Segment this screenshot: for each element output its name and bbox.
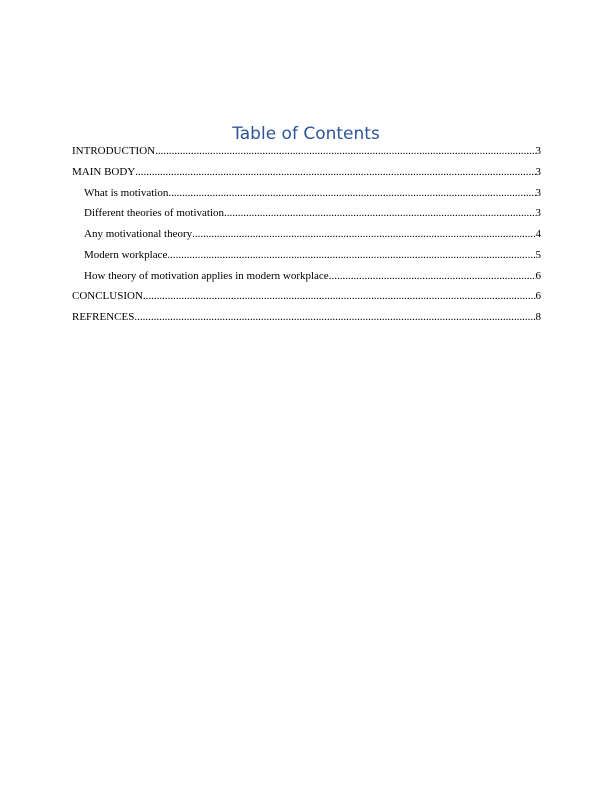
toc-page-number: 3: [535, 186, 541, 199]
toc-page-number: 6: [535, 290, 541, 303]
toc-entry-label: REFRENCES: [72, 311, 135, 323]
toc-dot-leader: [224, 207, 535, 219]
toc-title: Table of Contents: [232, 124, 380, 144]
toc-entry-any-motivational-theory[interactable]: [72, 228, 541, 249]
toc-page-number: 5: [535, 248, 541, 261]
toc-dot-leader: [192, 228, 535, 240]
toc-entry-what-is-motivation[interactable]: [72, 187, 541, 208]
toc-dot-leader: [167, 249, 535, 261]
toc-page-number: 8: [535, 311, 541, 323]
toc-entry-main-body[interactable]: [72, 166, 541, 187]
toc-entry-theory-applies[interactable]: [72, 270, 541, 291]
toc-page-number: 3: [535, 165, 541, 178]
toc-dot-leader: [329, 270, 536, 282]
toc-page-number: 3: [535, 145, 541, 157]
toc-dot-leader: [135, 166, 535, 178]
toc-entry-conclusion[interactable]: [72, 290, 541, 311]
toc-entry-modern-workplace[interactable]: [72, 249, 541, 270]
toc-dot-leader: [168, 187, 535, 199]
toc-entry-label: Any motivational theory: [84, 228, 193, 240]
toc-entry-label: Modern workplace: [84, 248, 168, 261]
toc-entry-label: CONCLUSION: [72, 290, 143, 303]
toc-entry-label: What is motivation: [84, 186, 169, 199]
toc-entry-different-theories[interactable]: [72, 207, 541, 228]
toc-entry-label: MAIN BODY: [72, 165, 136, 178]
toc-entry-introduction[interactable]: [72, 145, 541, 166]
toc-page-number: 4: [535, 228, 541, 240]
toc-entry-references[interactable]: [72, 311, 541, 332]
toc-page-number: 6: [535, 269, 541, 282]
toc-entry-label: How theory of motivation applies in modern workplace: [84, 269, 329, 282]
toc-entry-label: INTRODUCTION: [72, 145, 156, 157]
toc-dot-leader: [155, 145, 535, 157]
toc-page-number: 3: [535, 207, 541, 220]
toc-dot-leader: [143, 290, 536, 302]
toc-entry-label: Different theories of motivation: [84, 207, 225, 220]
toc-list: [72, 145, 541, 332]
toc-dot-leader: [134, 311, 535, 323]
